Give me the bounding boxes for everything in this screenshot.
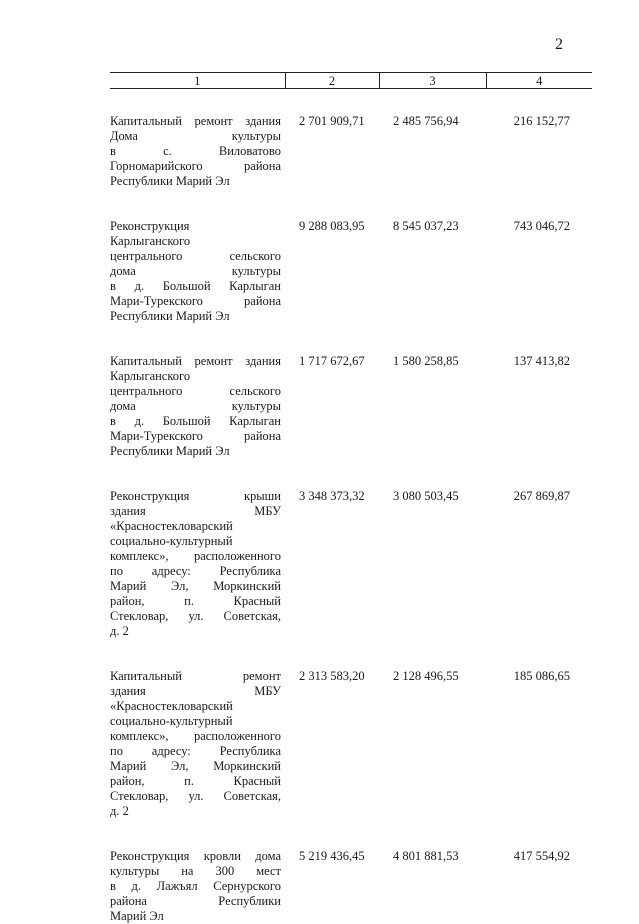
header-col-2: 2 <box>285 73 379 89</box>
page-number: 2 <box>555 36 563 54</box>
row-value-col-3: 3 080 503,45 <box>379 489 486 639</box>
description-line: дома культуры <box>110 399 281 414</box>
description-line: в с. Виловатово <box>110 144 281 159</box>
row-value-col-3: 2 128 496,55 <box>379 669 486 819</box>
description-line: Марий Эл, Моркинский <box>110 579 281 594</box>
description-line: района Республики <box>110 894 281 909</box>
table-header <box>110 73 592 89</box>
description-line: Мари-Турекского района <box>110 429 281 444</box>
row-value-col-3: 4 801 881,53 <box>379 849 486 924</box>
description-line: район, п. Красный <box>110 774 281 789</box>
description-line: Реконструкция <box>110 219 281 234</box>
description-line: социально-культурный <box>110 534 281 549</box>
row-value-col-3: 1 580 258,85 <box>379 354 486 459</box>
row-value-col-4: 743 046,72 <box>486 219 592 324</box>
description-line: комплекс», расположенного <box>110 729 281 744</box>
description-line: здания МБУ <box>110 684 281 699</box>
row-description <box>110 489 285 639</box>
header-col-1: 1 <box>110 73 285 89</box>
row-value-col-4: 417 554,92 <box>486 849 592 924</box>
description-line: комплекс», расположенного <box>110 549 281 564</box>
spacer-row <box>110 324 592 354</box>
spacer-row <box>110 819 592 849</box>
description-line: Стекловар, ул. Советская, <box>110 609 281 624</box>
description-line: Горномарийского района <box>110 159 281 174</box>
table-row <box>110 354 592 459</box>
description-line: Марий Эл, Моркинский <box>110 759 281 774</box>
table-body <box>110 89 592 924</box>
description-line: в д. Большой Карлыган <box>110 279 281 294</box>
table-row <box>110 114 592 189</box>
description-line: центрального сельского <box>110 249 281 264</box>
table-row <box>110 669 592 819</box>
table-row <box>110 849 592 924</box>
row-value-col-4: 185 086,65 <box>486 669 592 819</box>
header-col-4: 4 <box>486 73 592 89</box>
description-line: по адресу: Республика <box>110 744 281 759</box>
description-line: в д. Большой Карлыган <box>110 414 281 429</box>
description-line: Реконструкция кровли дома <box>110 849 281 864</box>
description-line: Карлыганского <box>110 234 281 249</box>
row-value-col-4: 216 152,77 <box>486 114 592 189</box>
table-row <box>110 489 592 639</box>
description-line: Республики Марий Эл <box>110 174 281 189</box>
row-description <box>110 669 285 819</box>
row-value-col-4: 267 869,87 <box>486 489 592 639</box>
row-description <box>110 849 285 924</box>
description-line: Капитальный ремонт <box>110 669 281 684</box>
description-line: Стекловар, ул. Советская, <box>110 789 281 804</box>
description-line: Капитальный ремонт здания <box>110 114 281 129</box>
description-line: Мари-Турекского района <box>110 294 281 309</box>
description-line: «Красностекловарский <box>110 699 281 714</box>
row-value-col-2: 5 219 436,45 <box>285 849 379 924</box>
row-description <box>110 354 285 459</box>
row-value-col-2: 3 348 373,32 <box>285 489 379 639</box>
description-line: здания МБУ <box>110 504 281 519</box>
header-col-3: 3 <box>379 73 486 89</box>
row-value-col-4: 137 413,82 <box>486 354 592 459</box>
description-line: дома культуры <box>110 264 281 279</box>
description-line: культуры на 300 мест <box>110 864 281 879</box>
description-line: Марий Эл <box>110 909 281 924</box>
row-value-col-2: 9 288 083,95 <box>285 219 379 324</box>
spacer-row <box>110 189 592 219</box>
description-line: Капитальный ремонт здания <box>110 354 281 369</box>
description-line: д. 2 <box>110 804 281 819</box>
description-line: «Красностекловарский <box>110 519 281 534</box>
description-line: Дома культуры <box>110 129 281 144</box>
row-value-col-2: 1 717 672,67 <box>285 354 379 459</box>
description-line: социально-культурный <box>110 714 281 729</box>
header-row <box>110 73 592 89</box>
description-line: район, п. Красный <box>110 594 281 609</box>
data-table <box>110 72 592 924</box>
description-line: по адресу: Республика <box>110 564 281 579</box>
description-line: д. 2 <box>110 624 281 639</box>
description-line: центрального сельского <box>110 384 281 399</box>
spacer-row <box>110 459 592 489</box>
row-value-col-2: 2 701 909,71 <box>285 114 379 189</box>
description-line: Республики Марий Эл <box>110 309 281 324</box>
spacer-row <box>110 639 592 669</box>
description-line: в д. Лажъял Сернурского <box>110 879 281 894</box>
description-line: Карлыганского <box>110 369 281 384</box>
description-line: Республики Марий Эл <box>110 444 281 459</box>
row-description <box>110 219 285 324</box>
row-value-col-2: 2 313 583,20 <box>285 669 379 819</box>
table-row <box>110 219 592 324</box>
row-value-col-3: 8 545 037,23 <box>379 219 486 324</box>
description-line: Реконструкция крыши <box>110 489 281 504</box>
row-value-col-3: 2 485 756,94 <box>379 114 486 189</box>
row-description <box>110 114 285 189</box>
spacer-row <box>110 89 592 115</box>
